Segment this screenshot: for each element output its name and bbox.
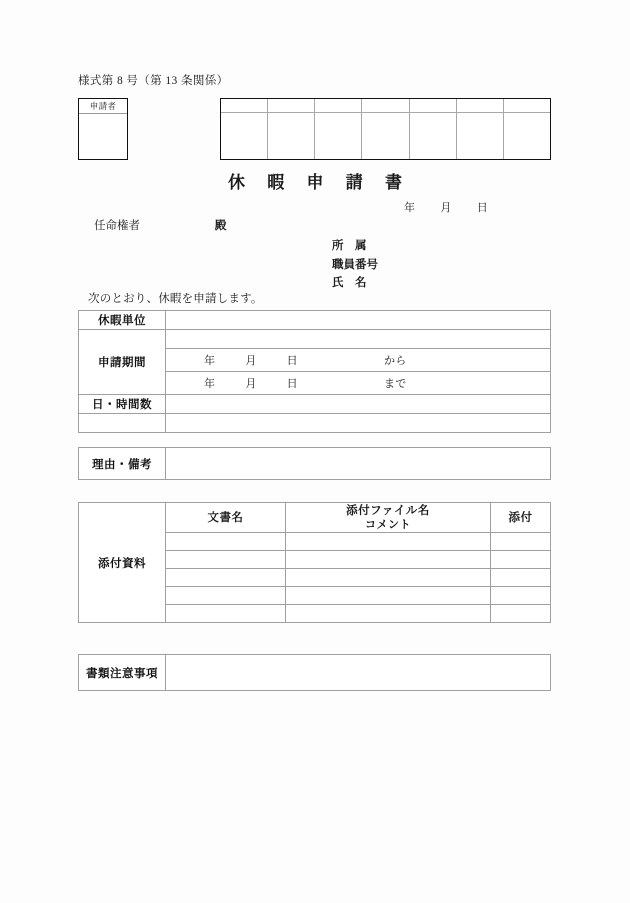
attachment-document-name-cell[interactable] [166,533,286,551]
approval-stamp-cell[interactable] [410,113,457,159]
attachment-attached-cell[interactable] [491,551,551,569]
applicant-identity-fields [332,237,378,293]
page-title: 休 暇 申 請 書 [228,173,411,192]
period-to-cell[interactable] [166,372,551,395]
attachment-attached-cell[interactable] [491,587,551,605]
period-from-year-label: 年 [204,355,216,367]
document-notes-label: 書類注意事項 [79,655,166,691]
employee-number-label: 職員番号 [332,258,378,271]
date-month-label: 月 [440,202,452,214]
approval-header-cell [457,99,504,112]
leave-details-table [78,310,551,433]
attachment-attached-cell[interactable] [491,605,551,623]
intro-sentence: 次のとおり、休暇を申請します。 [88,293,263,305]
column-header-file-name-line1: 添付ファイル名 [346,504,430,517]
attachment-document-name-cell[interactable] [166,569,286,587]
period-to-suffix: まで [383,378,407,390]
approval-header-cell [315,99,362,112]
table-row [79,448,551,480]
attachment-file-name-cell[interactable] [286,551,491,569]
date-year-label: 年 [404,202,416,214]
applicant-stamp-caption: 申請者 [79,99,127,114]
application-period-value[interactable] [166,330,551,349]
approval-routing-table[interactable] [220,98,551,160]
addressee-honorific: 殿 [214,220,227,232]
application-period-label: 申請期間 [79,330,166,395]
table-row [79,330,551,349]
table-row [79,655,551,691]
attachment-file-name-cell[interactable] [286,587,491,605]
table-row [79,311,551,330]
approval-header-cell [410,99,457,112]
attachment-attached-cell[interactable] [491,569,551,587]
approval-header-cell [268,99,315,112]
applicant-stamp-box[interactable] [78,98,128,160]
table-row [79,414,551,433]
approval-stamp-row [221,113,550,159]
attachment-label: 添付資料 [79,503,166,623]
approval-stamp-cell[interactable] [221,113,268,159]
period-from-month-label: 月 [245,355,257,367]
leave-unit-value[interactable] [166,311,551,330]
column-header-file-name-line2: コメント [365,518,411,531]
approval-stamp-cell[interactable] [457,113,504,159]
attachment-document-name-cell[interactable] [166,551,286,569]
column-header-attached: 添付 [491,503,551,533]
approval-header-cell [221,99,268,112]
attachment-file-name-cell[interactable] [286,605,491,623]
reason-label: 理由・備考 [79,448,166,480]
attachment-attached-cell[interactable] [491,533,551,551]
name-label: 氏 名 [332,277,367,289]
addressee-line [94,217,226,233]
reason-value[interactable] [166,448,551,480]
approval-header-cell [362,99,409,112]
attachment-document-name-cell[interactable] [166,605,286,623]
reason-remarks-table [78,447,551,480]
leave-extra-value[interactable] [166,414,551,433]
affiliation-label: 所 属 [332,240,367,252]
attachment-file-name-cell[interactable] [286,569,491,587]
approval-stamp-cell[interactable] [362,113,409,159]
table-header-row [79,503,551,533]
period-from-suffix: から [383,355,407,367]
document-notes-value[interactable] [166,655,551,691]
submission-date-line [404,199,488,215]
column-header-file-name [286,503,491,533]
document-notes-table [78,654,551,691]
form-number-label: 様式第 8 号（第 13 条関係） [78,75,229,87]
period-to-year-label: 年 [204,378,216,390]
days-hours-value[interactable] [166,395,551,414]
attachment-file-name-cell[interactable] [286,533,491,551]
approval-header-row [221,99,550,113]
days-hours-label: 日・時間数 [79,395,166,414]
period-to-month-label: 月 [245,378,257,390]
addressee-label: 任命権者 [94,220,140,232]
column-header-document-name: 文書名 [166,503,286,533]
date-day-label: 日 [476,202,489,214]
approval-stamp-cell[interactable] [504,113,550,159]
approval-stamp-cell[interactable] [315,113,362,159]
attachment-table [78,502,551,623]
period-from-day-label: 日 [286,355,298,367]
table-row [79,395,551,414]
leave-extra-label [79,414,166,433]
leave-unit-label: 休暇単位 [79,311,166,330]
approval-stamp-cell[interactable] [268,113,315,159]
period-from-cell[interactable] [166,349,551,372]
period-to-day-label: 日 [286,378,298,390]
approval-header-cell [504,99,550,112]
attachment-document-name-cell[interactable] [166,587,286,605]
